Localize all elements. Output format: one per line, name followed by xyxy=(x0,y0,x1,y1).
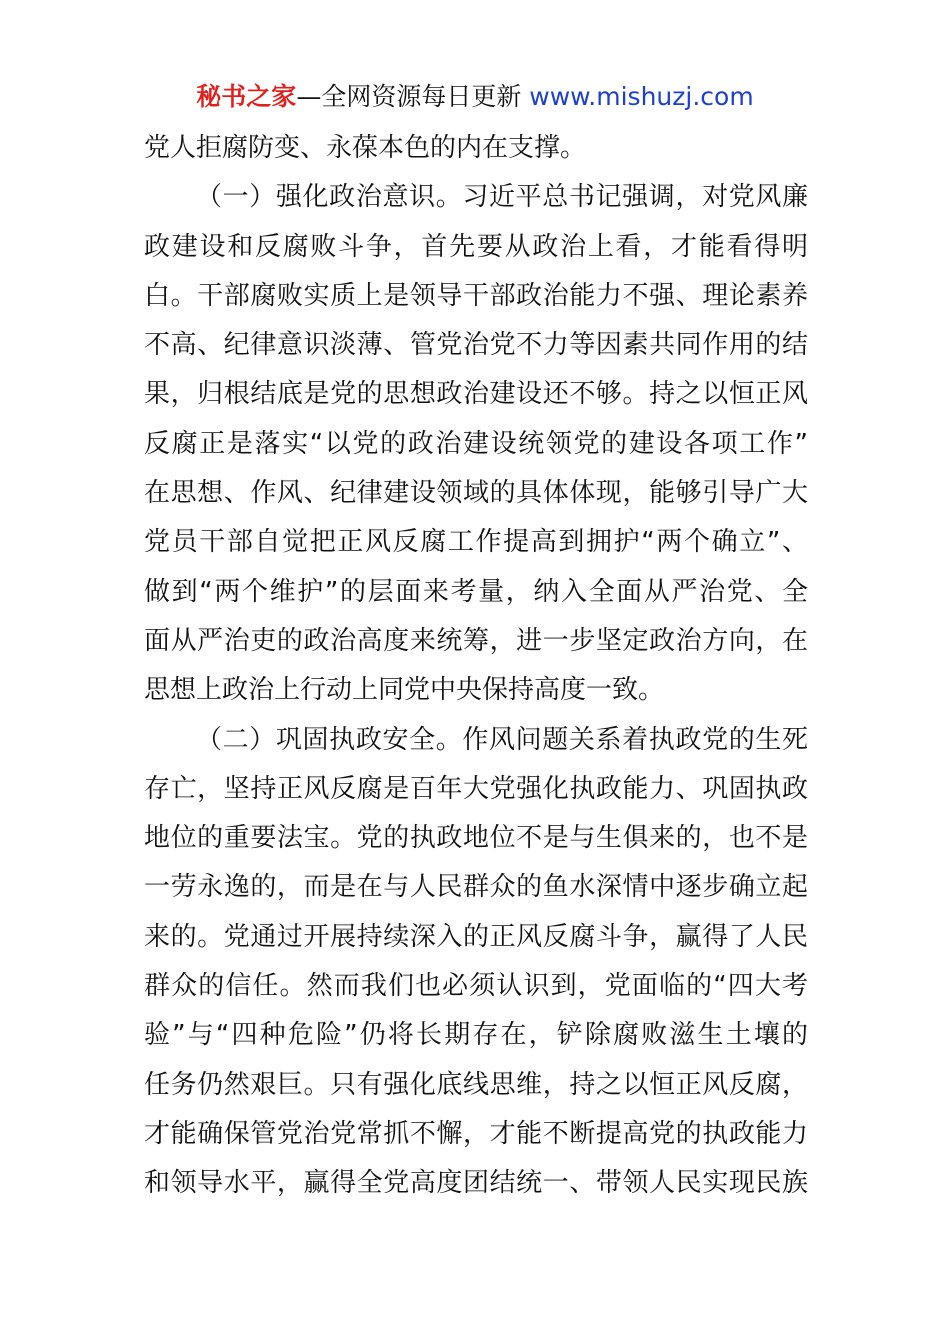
text-line: 存亡，坚持正风反腐是百年大党强化执政能力、巩固执政 xyxy=(144,773,808,804)
text-line: 政建设和反腐败斗争，首先要从政治上看，才能看得明 xyxy=(144,231,808,262)
document-body xyxy=(144,124,808,1209)
text-line: 反腐正是落实“以党的政治建设统领党的建设各项工作” xyxy=(144,428,808,459)
text-line: 党员干部自觉把正风反腐工作提高到拥护“两个确立”、 xyxy=(144,527,808,558)
text-line: 一劳永逸的，而是在与人民群众的鱼水深情中逐步确立起 xyxy=(144,872,808,903)
text-line: 来的。党通过开展持续深入的正风反腐斗争，赢得了人民 xyxy=(144,921,808,952)
text-line: 群众的信任。然而我们也必须认识到，党面临的“四大考 xyxy=(144,971,808,1002)
text-line: 任务仍然艰巨。只有强化底线思维，持之以恒正风反腐， xyxy=(144,1069,808,1100)
text-line: 果，归根结底是党的思想政治建设还不够。持之以恒正风 xyxy=(144,379,808,410)
site-tagline: —全网资源每日更新 xyxy=(296,82,530,111)
text-line: 思想上政治上行动上同党中央保持高度一致。 xyxy=(144,675,665,706)
text-line: 面从严治吏的政治高度来统筹，进一步坚定政治方向，在 xyxy=(144,625,808,656)
text-line: 做到“两个维护”的层面来考量，纳入全面从严治党、全 xyxy=(144,576,808,607)
section-heading-line: （二）巩固执政安全。作风问题关系着执政党的生死 xyxy=(196,724,808,755)
text-line: 党人拒腐防变、永葆本色的内在支撑。 xyxy=(144,133,587,163)
section-heading-line: （一）强化政治意识。习近平总书记强调，对党风廉 xyxy=(196,182,808,213)
text-line: 在思想、作风、纪律建设领域的具体体现，能够引导广大 xyxy=(144,478,808,509)
site-brand: 秘书之家 xyxy=(196,82,297,111)
text-line: 地位的重要法宝。党的执政地位不是与生俱来的，也不是 xyxy=(144,823,808,854)
text-line: 不高、纪律意识淡薄、管党治党不力等因素共同作用的结 xyxy=(144,330,808,361)
site-header xyxy=(0,80,950,114)
text-line: 白。干部腐败实质上是领导干部政治能力不强、理论素养 xyxy=(144,280,808,311)
text-line: 和领导水平，赢得全党高度团结统一、带领人民实现民族 xyxy=(144,1168,808,1199)
text-line: 验”与“四种危险”仍将长期存在，铲除腐败滋生土壤的 xyxy=(144,1020,808,1051)
site-url-link[interactable]: www.mishuzj.com xyxy=(529,82,754,111)
text-line: 才能确保管党治党常抓不懈，才能不断提高党的执政能力 xyxy=(144,1118,808,1149)
